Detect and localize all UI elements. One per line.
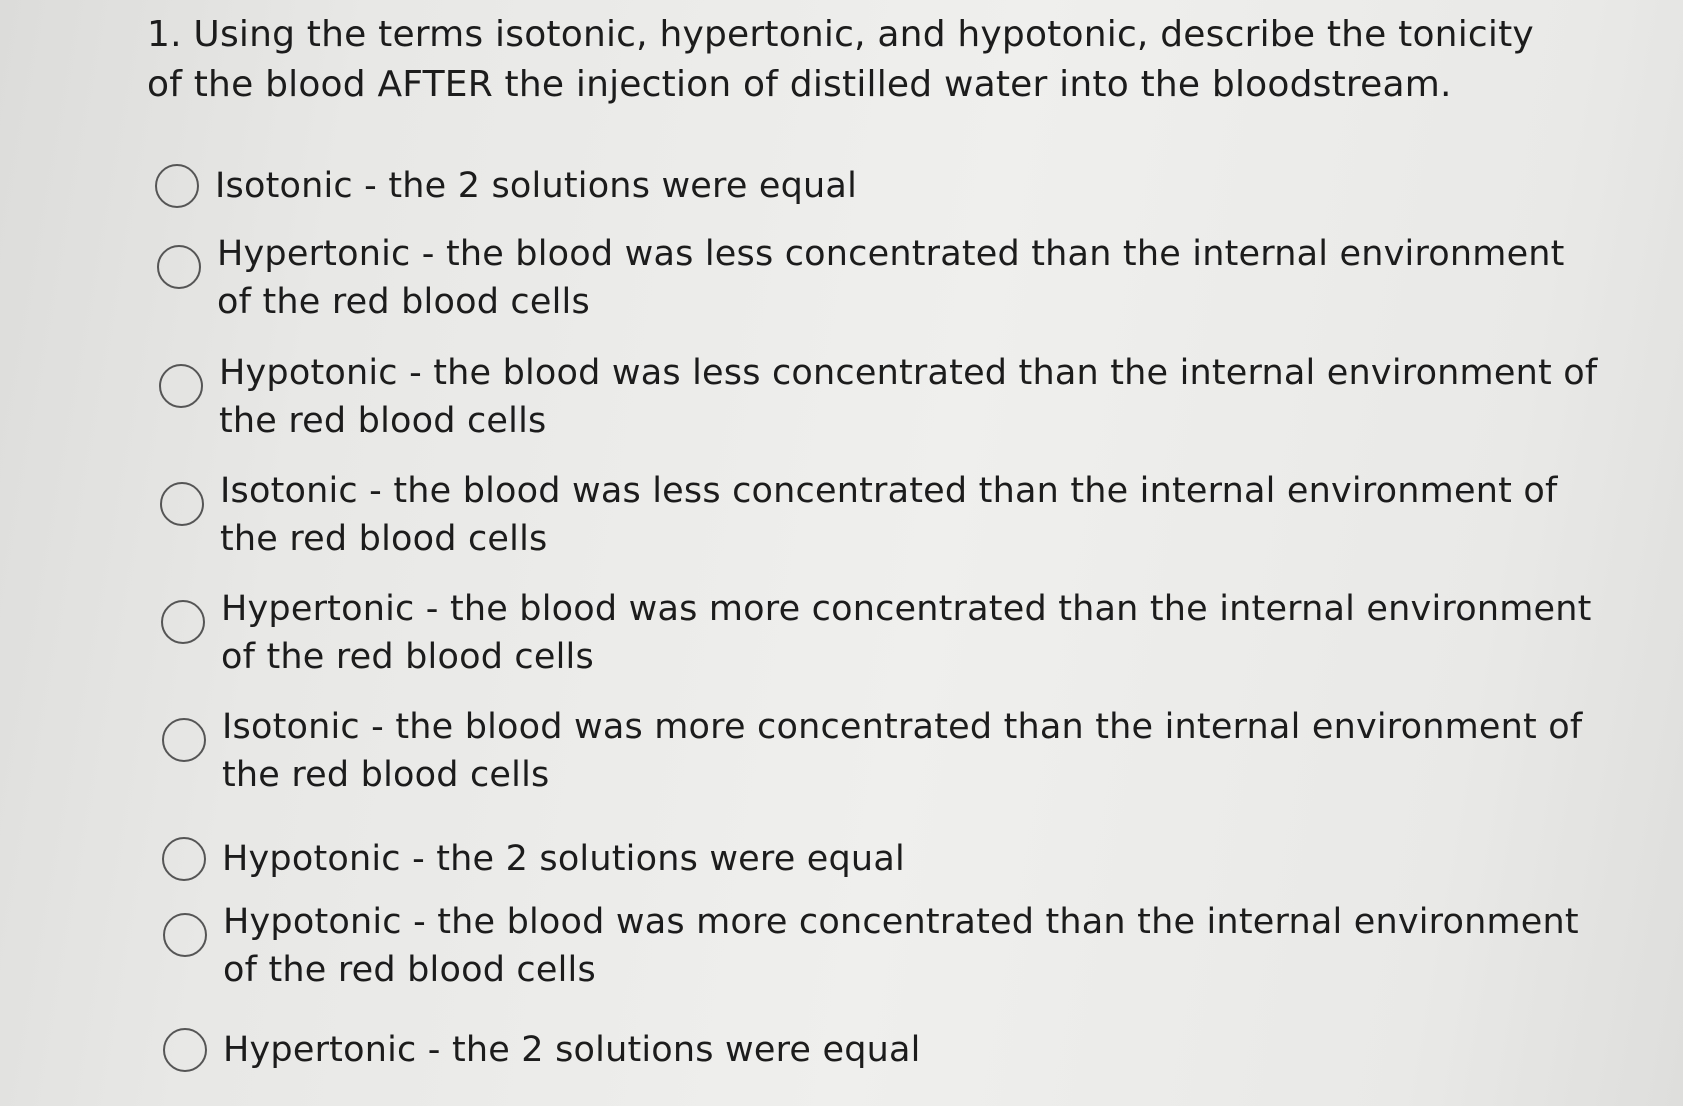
radio-button[interactable]: [155, 164, 199, 208]
question-text: 1. Using the terms isotonic, hypertonic, and hypotonic, describe the tonicity of the blood AFTER the injection of distilled water into the bloodstream.: [147, 14, 1534, 105]
radio-button[interactable]: [163, 1028, 207, 1072]
option-label: Isotonic - the blood was more concentrated than the internal environment of the red blood cells: [222, 707, 1583, 795]
option-isotonic-less[interactable]: [160, 471, 1610, 563]
radio-button[interactable]: [163, 913, 207, 957]
option-label: Hypotonic - the blood was more concentrated than the internal environment of the red blood cells: [223, 902, 1579, 990]
option-label: Isotonic - the blood was less concentrated than the internal environment of the red blood cells: [220, 471, 1558, 559]
option-label: Hypertonic - the blood was more concentrated than the internal environment of the red blood cells: [221, 589, 1592, 677]
option-hypertonic-equal[interactable]: [163, 1028, 1613, 1074]
radio-button[interactable]: [162, 837, 206, 881]
option-label: Hypotonic - the blood was less concentrated than the internal environment of the red blood cells: [219, 353, 1598, 441]
option-hypotonic-equal[interactable]: [162, 837, 1612, 883]
radio-button[interactable]: [159, 364, 203, 408]
radio-button[interactable]: [160, 482, 204, 526]
option-hypotonic-less[interactable]: [159, 353, 1609, 445]
option-label: Hypertonic - the 2 solutions were equal: [223, 1030, 921, 1070]
option-hypertonic-more[interactable]: [161, 589, 1611, 681]
answer-options: [155, 0, 1605, 1106]
option-hypertonic-less[interactable]: [157, 234, 1607, 326]
option-label: Hypotonic - the 2 solutions were equal: [222, 839, 905, 879]
option-isotonic-more[interactable]: [162, 707, 1612, 799]
option-isotonic-equal[interactable]: [155, 164, 1605, 210]
radio-button[interactable]: [157, 245, 201, 289]
radio-button[interactable]: [161, 600, 205, 644]
option-label: Isotonic - the 2 solutions were equal: [215, 166, 857, 206]
radio-button[interactable]: [162, 718, 206, 762]
option-hypotonic-more[interactable]: [163, 902, 1613, 994]
option-label: Hypertonic - the blood was less concentrated than the internal environment of the red blood cells: [217, 234, 1565, 322]
